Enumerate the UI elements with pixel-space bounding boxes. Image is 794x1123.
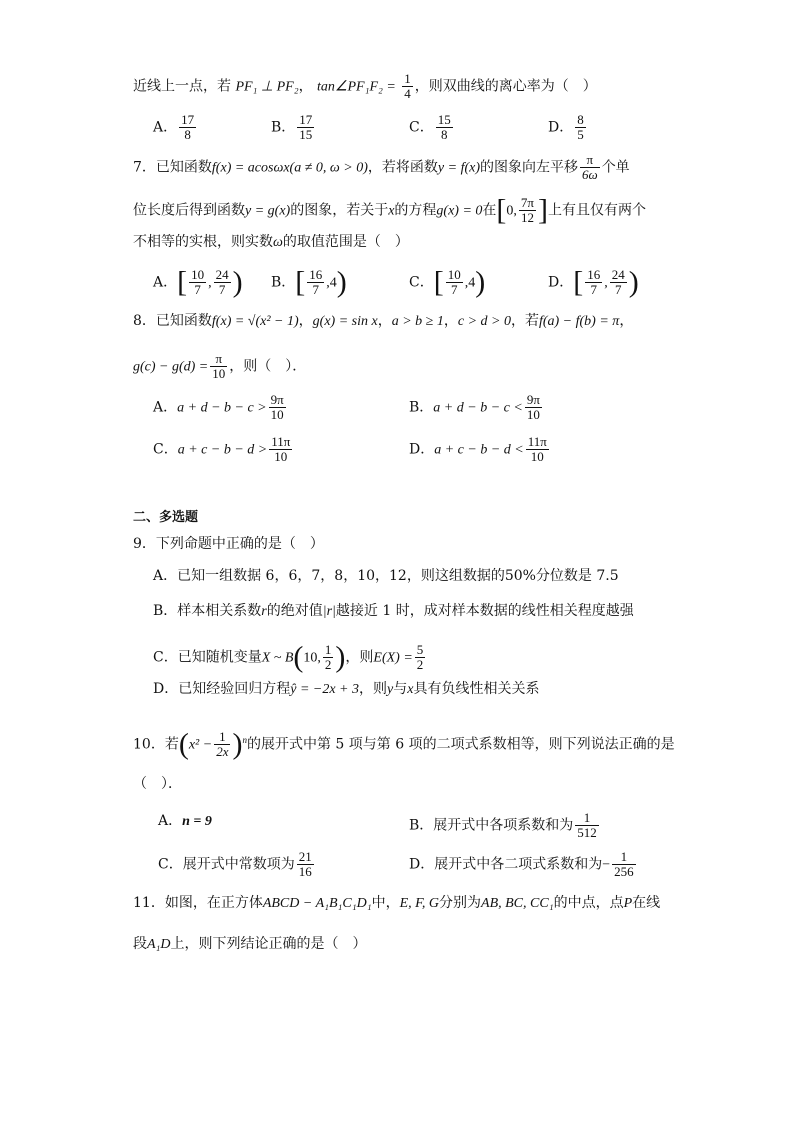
q6-option-b: B． $\frac{17}{15}$ (271, 112, 313, 142)
q11-line-2: 段A₁D上，则下列结论正确的是（ ） (133, 936, 367, 952)
q6-stem-line: 近线上一点，若 PF₁ ⊥ PF₂， tan∠PF₁F₂ = $\frac{1}{4}$ ，则双曲线的离心率为（ ） (133, 71, 597, 101)
q9-option-d: D．已知经验回归方程ŷ = −2x + 3，则y与x具有负线性相关关系 (153, 681, 540, 697)
q8-option-d: D．a + c − b − d < $\frac{11\pi}{10}$ (409, 434, 547, 464)
q7-line-2: 位长度后得到函数y = g(x)的图象，若关于x的方程g(x) = 0在[0, $\frac{7\pi}{12}$ ]上有且仅有两个 (133, 193, 646, 227)
q10-line-1: 10．若(x² − $\frac{1}{2x}$ )$^n$的展开式中第 5 项与第 6 项的二项式系数相等，则下列说法正确的是 (133, 727, 675, 761)
q7-line-3: 不相等的实根，则实数ω的取值范围是（ ） (133, 234, 409, 250)
q7-option-d: D．[ $\frac{16}{7}$ , $\frac{24}{7}$ ) (548, 265, 639, 299)
q9-option-c: C．已知随机变量X ~ B(10, $\frac{1}{2}$ )，则E(X) = $\frac{5}{2}$ (153, 640, 424, 674)
q6-fraction: $\frac{1}{4}$ (404, 71, 411, 101)
q10-option-d: D．展开式中各二项式系数和为− $\frac{1}{256}$ (409, 849, 634, 879)
q8-option-c: C．a + c − b − d > $\frac{11\pi}{10}$ (153, 434, 291, 464)
section-heading: 二、多选题 (133, 510, 199, 525)
q8-option-b: B．a + d − b − c < $\frac{9\pi}{10}$ (409, 392, 540, 422)
q9-option-a: A．已知一组数据 6，6，7，8，10，12，则这组数据的50%分位数是 7.5 (153, 568, 619, 584)
q10-line-2: （ ）． (133, 776, 182, 792)
q6-option-a: A． $\frac{17}{8}$ (153, 112, 195, 142)
q7-option-b: B．[ $\frac{16}{7}$ ,4) (271, 265, 347, 299)
q8-line-2: g(c) − g(d) = $\frac{\pi}{10}$ ，则（ ）． (133, 351, 307, 381)
q9-option-b: B．样本相关系数r的绝对值|r|越接近 1 时，成对样本数据的线性相关程度越强 (153, 603, 634, 619)
q7-line-1: 7．已知函数f(x) = acosωx(a ≠ 0, ω > 0)，若将函数y = f(x)的图象向左平移 $\frac{\pi}{6\omega}$ 个单 (133, 152, 630, 182)
q10-option-b: B．展开式中各项系数和为 $\frac{1}{512}$ (409, 810, 597, 840)
q6-option-c: C． $\frac{15}{8}$ (409, 112, 451, 142)
q6-option-d: D． $\frac{8}{5}$ (548, 112, 584, 142)
q7-option-c: C．[ $\frac{10}{7}$ ,4) (409, 265, 486, 299)
q7-option-a: A．[ $\frac{10}{7}$ , $\frac{24}{7}$ ) (153, 265, 243, 299)
q11-line-1: 11．如图，在正方体ABCD − A₁B₁C₁D₁中，E, F, G分别为AB, BC, CC₁的中点，点P在线 (133, 895, 661, 911)
q8-line-1: 8．已知函数f(x) = √(x² − 1)，g(x) = sin x，a > b ≥ 1，c > d > 0，若f(a) − f(b) = π， (133, 313, 634, 329)
q10-option-a: A．n = 9 (158, 813, 212, 829)
q9-stem: 9．下列命题中正确的是（ ） (133, 536, 324, 552)
q8-option-a: A．a + d − b − c > $\frac{9\pi}{10}$ (153, 392, 284, 422)
q10-option-c: C．展开式中常数项为 $\frac{21}{16}$ (158, 849, 312, 879)
